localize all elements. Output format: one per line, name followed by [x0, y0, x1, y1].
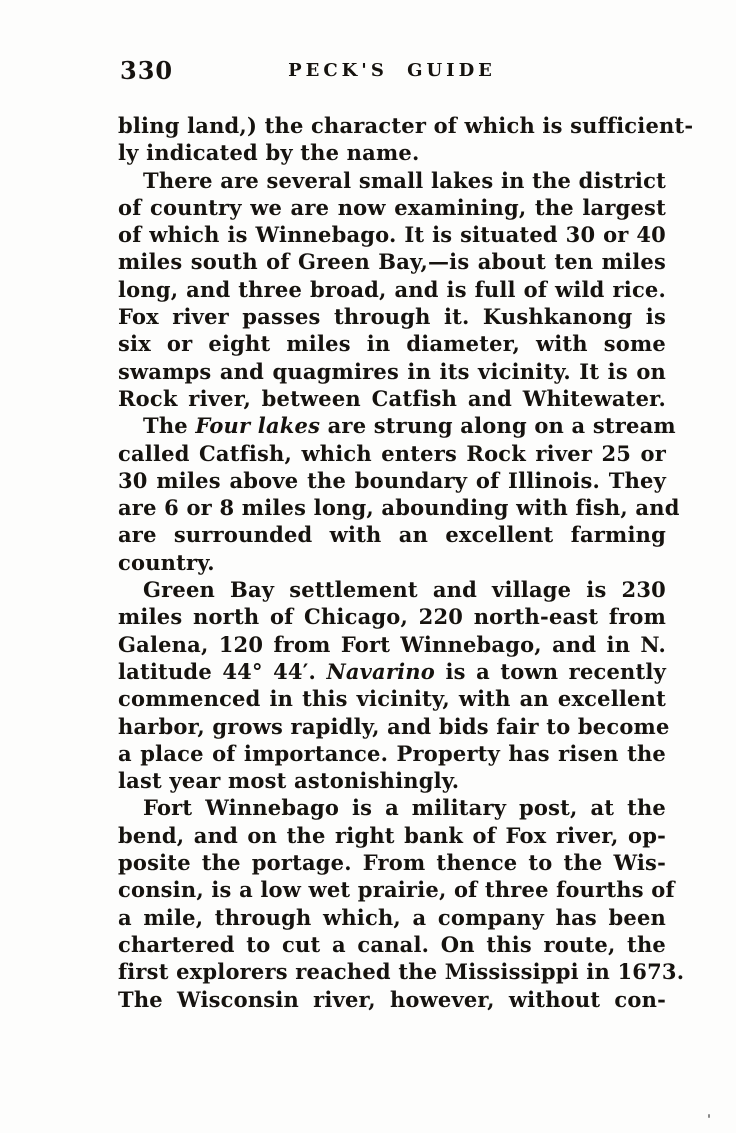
text-segment: swamps and quagmires in its vicinity. It is on — [118, 358, 666, 384]
text-segment: Rock river, between Catfish and Whitewater. — [118, 385, 666, 411]
text-segment: first explorers reached the Mississippi in 1673. — [118, 959, 685, 985]
text-segment: latitude 44° 44′. — [118, 658, 327, 684]
paragraph — [118, 576, 670, 794]
text-line — [118, 576, 666, 603]
text-segment: a mile, through which, a company has been — [118, 904, 666, 930]
paragraph — [118, 412, 680, 576]
italic-text: Navarino — [326, 658, 435, 684]
text-line — [118, 440, 666, 467]
text-line — [118, 876, 675, 903]
text-line — [118, 412, 676, 439]
text-line — [118, 112, 694, 139]
text-block — [118, 112, 694, 1013]
text-line — [118, 549, 666, 576]
running-head: PECK'S GUIDE — [288, 60, 496, 81]
text-segment: of country we are now examining, the largest — [118, 194, 666, 220]
text-line — [118, 303, 666, 330]
paragraph — [118, 794, 685, 1012]
text-line — [118, 740, 666, 767]
text-line — [118, 194, 666, 221]
text-segment: bling land,) the character of which is sufficient- — [118, 113, 694, 138]
text-line — [118, 139, 666, 166]
text-segment: are surrounded with an excellent farming — [118, 522, 666, 548]
text-segment: chartered to cut a canal. On this route, the — [118, 931, 666, 957]
text-segment: Fort Winnebago is a military post, at the — [143, 795, 666, 821]
text-segment: The Wisconsin river, however, without con- — [118, 986, 666, 1012]
text-segment: country. — [118, 549, 215, 575]
text-line — [118, 658, 666, 685]
text-segment: long, and three broad, and is full of wild rice. — [118, 276, 666, 302]
text-line — [118, 958, 685, 985]
text-segment: are strung along on a stream — [320, 413, 676, 439]
text-line — [118, 631, 666, 658]
text-segment: ly indicated by the name. — [118, 140, 420, 166]
text-line — [118, 986, 666, 1013]
text-segment: is a town recently — [434, 658, 666, 684]
text-line — [118, 767, 666, 794]
page-header — [118, 56, 666, 88]
text-line — [118, 248, 666, 275]
text-line — [118, 849, 666, 876]
text-line — [118, 467, 666, 494]
text-line — [118, 330, 666, 357]
text-line — [118, 904, 666, 931]
text-segment: bend, and on the right bank of Fox river, op- — [118, 822, 666, 848]
text-segment: 30 miles above the boundary of Illinois. They — [118, 467, 666, 493]
text-line — [118, 931, 666, 958]
paragraph — [118, 112, 694, 167]
text-segment: There are several small lakes in the district — [143, 167, 666, 193]
text-segment: of which is Winnebago. It is situated 30 or 40 — [118, 222, 666, 248]
text-line — [118, 603, 666, 630]
text-segment: last year most astonishingly. — [118, 768, 460, 794]
text-segment: The — [143, 413, 196, 439]
text-segment: miles south of Green Bay,—is about ten miles — [118, 249, 666, 275]
text-line — [118, 167, 666, 194]
text-segment: are 6 or 8 miles long, abounding with fish, and — [118, 495, 680, 521]
text-line — [118, 494, 680, 521]
text-line — [118, 794, 666, 821]
text-segment: Galena, 120 from Fort Winnebago, and in N. — [118, 631, 666, 657]
text-line — [118, 276, 666, 303]
text-segment: consin, is a low wet prairie, of three fourths of — [118, 877, 675, 903]
text-segment: commenced in this vicinity, with an excellent — [118, 686, 666, 712]
page-number: 330 — [120, 56, 174, 85]
italic-text: Four lakes — [195, 413, 321, 439]
text-segment: posite the portage. From thence to the Wis- — [118, 850, 666, 876]
paragraph — [118, 167, 666, 413]
text-segment: Green Bay settlement and village is 230 — [143, 577, 666, 603]
text-line — [118, 385, 666, 412]
text-line — [118, 521, 666, 548]
text-line — [118, 822, 666, 849]
text-segment: called Catfish, which enters Rock river 25 or — [118, 440, 666, 466]
text-segment: miles north of Chicago, 220 north-east from — [118, 604, 666, 630]
text-line — [118, 713, 670, 740]
text-line — [118, 358, 666, 385]
text-segment: a place of importance. Property has risen the — [118, 740, 666, 766]
text-segment: six or eight miles in diameter, with some — [118, 331, 666, 357]
text-segment: Fox river passes through it. Kushkanong is — [118, 304, 666, 330]
scan-speck — [708, 1114, 710, 1118]
text-line — [118, 685, 666, 712]
text-segment: harbor, grows rapidly, and bids fair to become — [118, 713, 670, 739]
text-line — [118, 221, 666, 248]
